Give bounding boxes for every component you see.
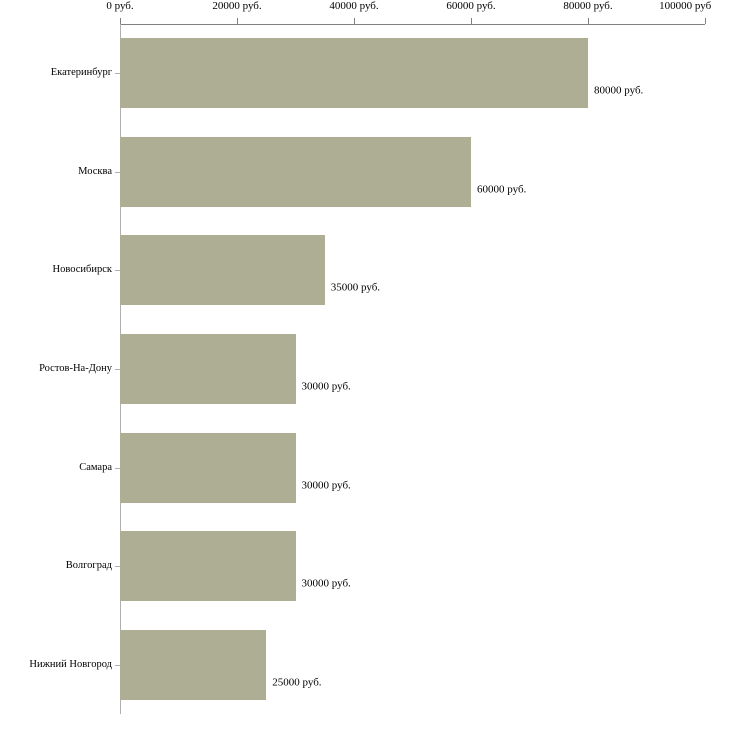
y-category-label: Ростов-На-Дону bbox=[39, 363, 112, 374]
x-tick-mark bbox=[354, 18, 355, 24]
bar-value-label: 30000 руб. bbox=[301, 380, 351, 393]
bar-value-label: 30000 руб. bbox=[301, 479, 351, 492]
bar[interactable] bbox=[120, 235, 325, 305]
bar[interactable] bbox=[120, 334, 296, 404]
y-category-label: Нижний Новгород bbox=[29, 658, 112, 670]
x-tick-label: 80000 руб. bbox=[563, 0, 613, 12]
y-category-label: Москва bbox=[78, 165, 112, 177]
bar[interactable] bbox=[120, 38, 588, 108]
x-tick-label: 0 руб. bbox=[106, 0, 134, 12]
x-axis-line bbox=[120, 24, 705, 25]
x-tick-mark bbox=[705, 18, 706, 24]
bar-value-label: 30000 руб. bbox=[301, 577, 351, 590]
x-tick-label: 20000 руб. bbox=[212, 0, 262, 12]
x-tick-label: 100000 руб bbox=[659, 0, 712, 12]
bar[interactable] bbox=[120, 531, 296, 601]
x-tick-label: 40000 руб. bbox=[329, 0, 379, 12]
y-category-label: Самара bbox=[79, 461, 112, 473]
x-tick-mark bbox=[588, 18, 589, 24]
bar-value-label: 35000 руб. bbox=[330, 281, 381, 294]
bar-value-label: 25000 руб. bbox=[272, 676, 322, 689]
y-category-label: Новосибирск bbox=[52, 264, 112, 276]
bar[interactable] bbox=[120, 433, 296, 503]
bar[interactable] bbox=[120, 630, 266, 700]
bar-value-label: 80000 руб. bbox=[594, 84, 644, 97]
y-category-label: Екатеринбург bbox=[50, 67, 112, 79]
x-tick-label: 60000 руб. bbox=[446, 0, 496, 12]
bar[interactable] bbox=[120, 137, 471, 207]
y-category-label: Волгоград bbox=[65, 560, 112, 572]
x-tick-mark bbox=[237, 18, 238, 24]
x-tick-mark bbox=[471, 18, 472, 24]
bar-value-label: 60000 руб. bbox=[477, 183, 527, 196]
x-tick-mark bbox=[120, 18, 121, 24]
